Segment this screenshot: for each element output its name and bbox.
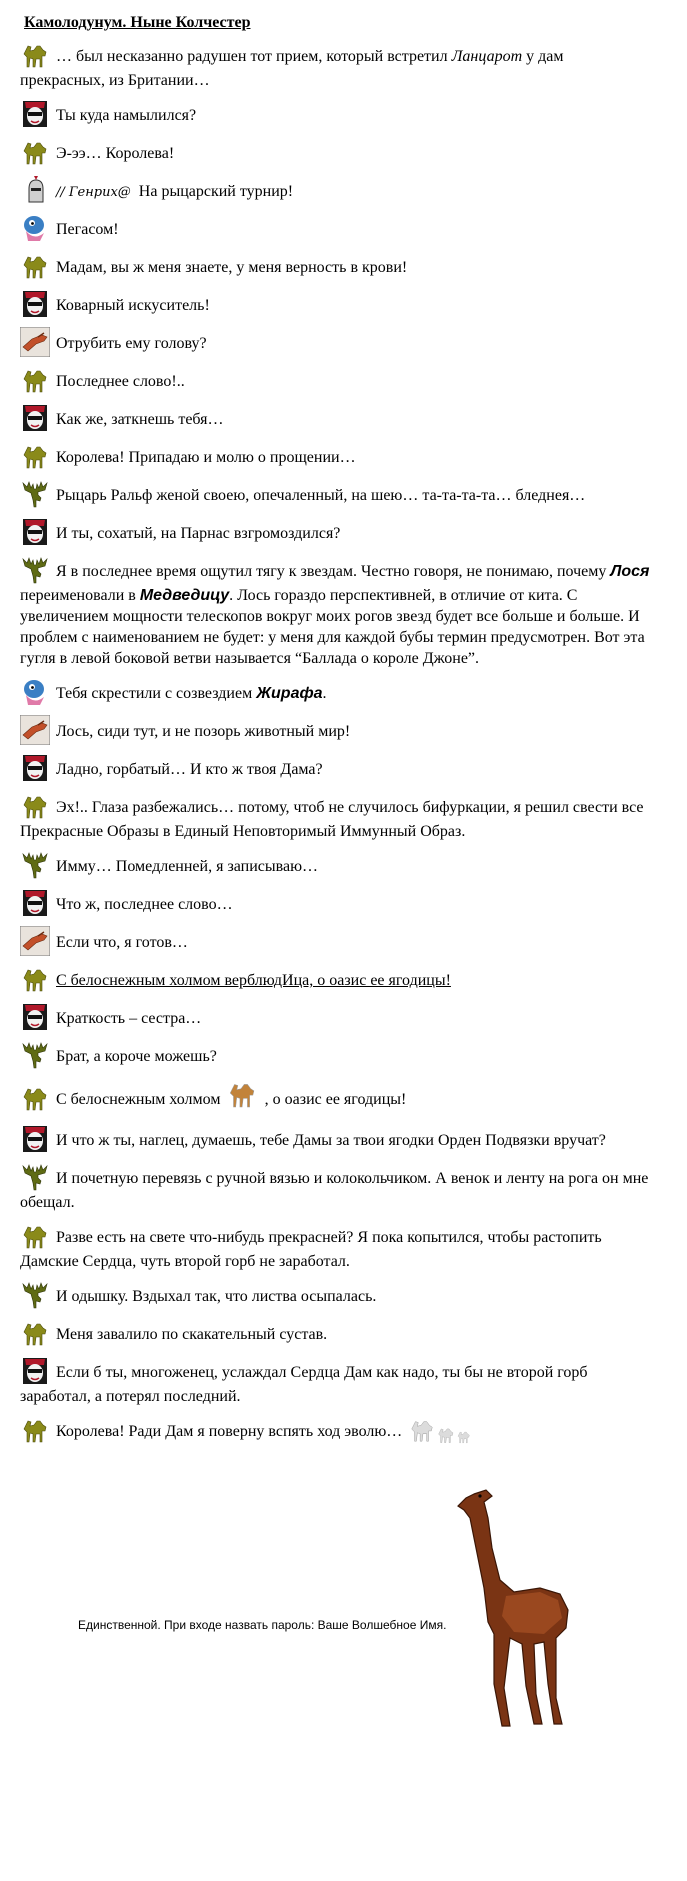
line-text: . — [322, 685, 327, 702]
camel-inline-icon — [226, 1078, 258, 1116]
footer-note: Единственной. При входе назвать пароль: Ваше Волшебное Имя. — [78, 1618, 447, 1632]
executioner-icon — [20, 327, 50, 357]
camel-illustration — [444, 1488, 584, 1738]
line-text: Королева! Ради Дам я поверну вспять ход эволю… — [56, 1423, 403, 1441]
line-text: На рыцарский турнир! — [138, 183, 294, 200]
line-text: … был несказанно радушен тот прием, который встретил — [56, 48, 452, 65]
dialogue-line — [20, 787, 650, 846]
line-text: Имму… Помедленней, я записываю… — [56, 858, 319, 875]
dialogue-line — [20, 1276, 650, 1314]
dialogue-line — [20, 711, 650, 749]
camel-icon — [20, 964, 50, 994]
line-text: Пегасом! — [56, 221, 119, 238]
queen-icon — [20, 289, 50, 319]
executioner-icon — [20, 715, 50, 745]
dialogue-line — [20, 846, 650, 884]
dialogue-line — [20, 133, 650, 171]
dialogue-line — [20, 247, 650, 285]
line-text: Жирафа — [256, 685, 323, 702]
document — [20, 14, 650, 1454]
signature-text: // Генрих@ — [56, 185, 131, 200]
queen-icon — [20, 888, 50, 918]
dialogue-line — [20, 551, 650, 673]
queen-icon — [20, 753, 50, 783]
camel-icon — [20, 365, 50, 395]
dialogue-line — [20, 1217, 650, 1276]
queen-icon — [20, 99, 50, 129]
queen-icon — [20, 517, 50, 547]
line-text: Разве есть на свете что-нибудь прекрасней? Я пока копытился, чтобы растопить Дамские Сердца, чуть второй горб не заработал. — [20, 1229, 602, 1271]
camel-icon — [20, 40, 50, 70]
line-text: , о оазис ее ягодицы! — [264, 1091, 407, 1109]
camel-icon — [20, 1083, 50, 1113]
camel-icon — [20, 1221, 50, 1251]
line-text: Я в последнее время ощутил тягу к звездам. Честно говоря, не понимаю, почему — [56, 563, 611, 580]
dialogue-line — [20, 95, 650, 133]
line-text: Как же, заткнешь тебя… — [56, 411, 224, 428]
queen-icon — [20, 1124, 50, 1154]
dialogue-line — [20, 960, 650, 998]
camel-icon — [20, 1318, 50, 1348]
dialogue-line — [20, 1411, 650, 1454]
line-text: И ты, сохатый, на Парнас взгромоздился? — [56, 525, 341, 542]
moose-icon — [20, 1040, 50, 1070]
line-text: Королева! Припадаю и молю о прощении… — [56, 449, 356, 466]
line-text: Медведицу — [139, 587, 230, 604]
dialogue-line — [20, 361, 650, 399]
line-text: И что ж ты, наглец, думаешь, тебе Дамы за твои ягодки Орден Подвязки вручат? — [56, 1132, 606, 1150]
dialogue-line — [20, 513, 650, 551]
line-text: Брат, а короче можешь? — [56, 1048, 217, 1065]
line-text: Что ж, последнее слово… — [56, 896, 233, 913]
dialogue-line — [20, 1120, 650, 1158]
moose-icon — [20, 555, 50, 585]
line-text: Лось, сиди тут, и не позорь животный мир! — [56, 723, 351, 740]
queen-icon — [20, 1356, 50, 1386]
dialogue-line — [20, 475, 650, 513]
line-text: Эх!.. Глаза разбежались… потому, чтоб не случилось бифуркации, я решил свести все Прекрасные Образы в Единый Неповторимый Иммунный Образ. — [20, 799, 644, 840]
camel-icon — [20, 441, 50, 471]
dialogue-line — [20, 437, 650, 475]
dialogue — [20, 36, 650, 1454]
line-text: Э-ээ… Королева! — [56, 145, 175, 162]
line-text: Ланцарот — [451, 48, 523, 65]
moose-icon — [20, 1280, 50, 1310]
dialogue-line — [20, 209, 650, 247]
pegasus-icon — [20, 213, 50, 243]
line-text: Коварный искуситель! — [56, 297, 210, 314]
dialogue-line — [20, 36, 650, 95]
moose-icon — [20, 1162, 50, 1192]
moose-icon — [20, 479, 50, 509]
line-text: И одышку. Вздыхал так, что листва осыпалась. — [56, 1288, 377, 1306]
line-text: Ладно, горбатый… И кто ж твоя Дама? — [56, 761, 323, 778]
line-text: Если что, я готов… — [56, 934, 188, 951]
line-text: Рыцарь Ральф женой своею, опечаленный, на шею… та-та-та-та… бледнея… — [56, 487, 586, 504]
queen-icon — [20, 403, 50, 433]
line-text: С белоснежным холмом верблюдИца, о оазис ее ягодицы! — [56, 972, 451, 989]
dialogue-line — [20, 998, 650, 1036]
dialogue-line — [20, 1158, 650, 1217]
line-text: Ты куда намылился? — [56, 107, 197, 124]
line-text: у дам прекрасных, из Британии… — [20, 48, 564, 89]
dialogue-line — [20, 323, 650, 361]
line-text: переименовали в — [20, 587, 140, 604]
dialogue-line — [20, 922, 650, 960]
pegasus-icon — [20, 677, 50, 707]
line-text: И почетную перевязь с ручной вязью и колокольчиком. А венок и ленту на рога он мне обещал. — [20, 1170, 649, 1212]
dialogue-line — [20, 673, 650, 711]
line-text: Последнее слово!.. — [56, 373, 185, 390]
line-text: Отрубить ему голову? — [56, 335, 207, 352]
executioner-icon — [20, 926, 50, 956]
line-text: Тебя скрестили с созвездием — [56, 685, 257, 702]
page-title: Камолодунум. Ныне Колчестер — [24, 14, 251, 31]
dialogue-line — [20, 399, 650, 437]
queen-icon — [20, 1002, 50, 1032]
camel-icon — [20, 1415, 50, 1445]
line-text: Краткость – сестра… — [56, 1010, 202, 1027]
dialogue-line — [20, 884, 650, 922]
line-text: Если б ты, многоженец, услаждал Сердца Дам как надо, ты бы не второй горб заработал, а потерял последний. — [20, 1364, 588, 1406]
dialogue-line — [20, 1352, 650, 1411]
line-text: С белоснежным холмом — [56, 1091, 221, 1109]
line-text: Меня завалило по скакательный сустав. — [56, 1326, 328, 1344]
dialogue-line — [20, 171, 650, 209]
moose-icon — [20, 850, 50, 880]
line-text: Мадам, вы ж меня знаете, у меня верность в крови! — [56, 259, 408, 276]
camel-evolution-icon — [408, 1416, 471, 1450]
line-text: . Лось гораздо перспективней, в отличие от кита. С увеличением мощности телескопов вокруг моих рогов звезд будет все больше и больше. И проблем с наименованием не будет: у меня для каждой бубы термин предусмотрен. Вот эта гугля в левой боковой ветви называется “Баллада о короле Джоне”. — [20, 587, 645, 667]
camel-icon — [20, 251, 50, 281]
dialogue-line — [20, 1074, 650, 1120]
dialogue-line — [20, 1314, 650, 1352]
dialogue-line — [20, 1036, 650, 1074]
knight-icon — [20, 175, 50, 205]
dialogue-line — [20, 285, 650, 323]
dialogue-line — [20, 749, 650, 787]
camel-icon — [20, 137, 50, 167]
camel-icon — [20, 791, 50, 821]
line-text: Лося — [610, 563, 650, 580]
